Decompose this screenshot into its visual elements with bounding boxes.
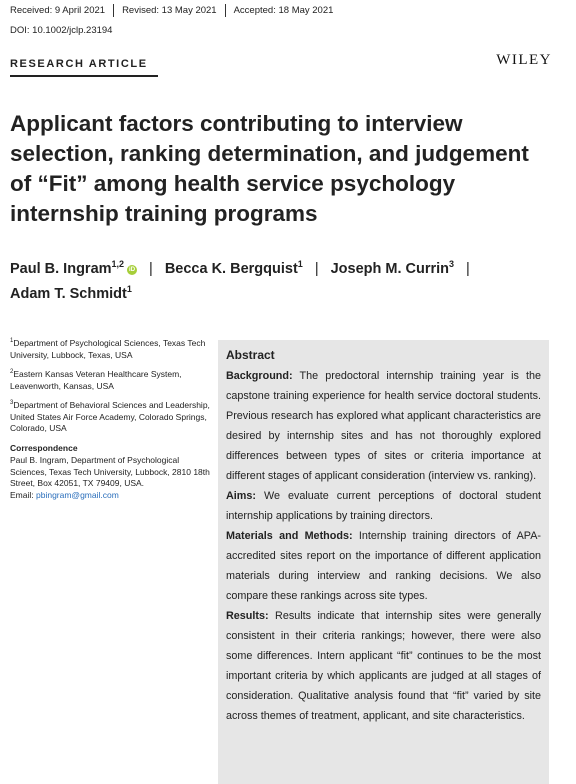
author-list xyxy=(10,257,560,307)
abstract-background: Background: The predoctoral internship training year is the capstone training experience for health service doctoral students. Previous research has explored what applicant characteristics are desired by internship sites and has not thoroughly explored differences between types of sites or criteria importance at different stages of applicant consideration (interview vs. ranking). xyxy=(226,370,542,482)
correspondence-heading: Correspondence xyxy=(10,442,78,453)
author-name[interactable]: Becca K. Bergquist$^1$ xyxy=(164,259,303,277)
abstract-methods: Materials and Methods: Internship training directors of APA-accredited sites report on the importance of different application materials during interview and ranking decisions. We also compare these rankings across site types. xyxy=(226,530,541,602)
article-title: Applicant factors contributing to interview selection, ranking determination, and judgement of “Fit” among health service psychology internship training programs xyxy=(10,111,529,226)
correspondence-address: Paul B. Ingram, Department of Psychological Sciences, Texas Tech University, Lubbock, 2810 18th Street, Box 42051, TX 79409, USA. xyxy=(10,455,210,488)
author-name[interactable]: Paul B. Ingram$^{1,2}$ xyxy=(10,259,125,277)
abstract-heading: Abstract xyxy=(226,348,275,362)
article-type: RESEARCH ARTICLE xyxy=(10,58,148,70)
publication-dates xyxy=(10,4,333,17)
divider xyxy=(113,4,114,17)
publisher-logo: WILEY xyxy=(496,52,552,68)
article-type-underline xyxy=(10,75,158,77)
doi[interactable]: DOI: 10.1002/jclp.23194 xyxy=(10,25,113,36)
revised-date: Revised: 13 May 2021 xyxy=(122,5,217,16)
affiliations-sidebar xyxy=(10,338,210,501)
orcid-icon[interactable]: iD xyxy=(129,267,136,273)
email-link[interactable]: pbingram@gmail.com xyxy=(36,489,119,500)
author-separator: | xyxy=(314,261,319,277)
author-separator: | xyxy=(466,261,470,277)
correspondence-email: Email: pbingram@gmail.com xyxy=(10,489,119,500)
accepted-date: Accepted: 18 May 2021 xyxy=(233,5,334,16)
author-separator: | xyxy=(149,261,153,277)
author-name[interactable]: Adam T. Schmidt$^1$ xyxy=(10,284,132,302)
affiliation: $^1$Department of Psychological Sciences, Texas Tech University, Lubbock, Texas, USA xyxy=(10,338,206,360)
author-name[interactable]: Joseph M. Currin$^3$ xyxy=(330,259,455,277)
divider xyxy=(225,4,226,17)
abstract-box xyxy=(218,340,549,784)
affiliation: $^2$Eastern Kansas Veteran Healthcare System, Leavenworth, Kansas, USA xyxy=(10,369,182,391)
received-date: Received: 9 April 2021 xyxy=(10,5,106,16)
abstract-results: Results: Results indicate that internship sites were generally consistent in their criteria rankings; however, there were also some differences. Intern applicant “fit” continues to be the most important criteria by which applicants are judged at all stages of consideration. Qualitative analysis found that “fit” varied by site across themes of treatment, applicant, and site characteristics. xyxy=(226,610,541,722)
abstract-aims: Aims: We evaluate current perceptions of doctoral student internship applications by training directors. xyxy=(226,490,542,522)
affiliation: $^3$Department of Behavioral Sciences and Leadership, United States Air Force Academy, Colorado Springs, Colorado, USA xyxy=(10,400,210,433)
